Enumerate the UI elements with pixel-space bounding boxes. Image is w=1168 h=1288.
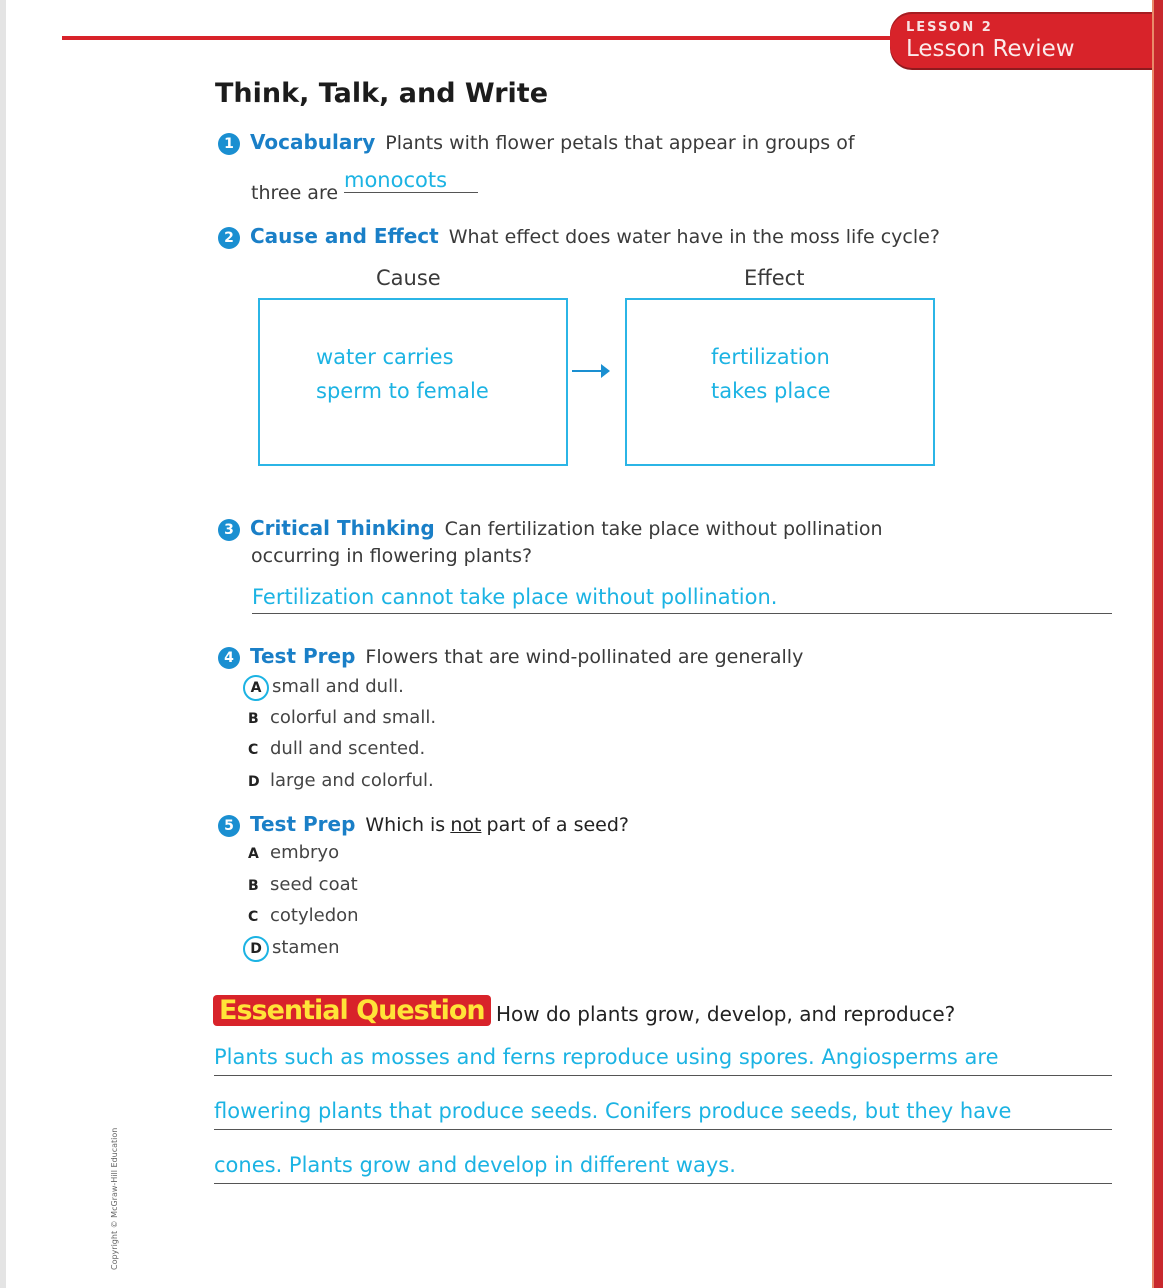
- option-text: dull and scented.: [270, 738, 426, 759]
- question-number: 1: [218, 133, 240, 155]
- question-5: [218, 812, 629, 837]
- question-4-options: [248, 672, 436, 797]
- critical-thinking-answer[interactable]: Fertilization cannot take place without pollination.: [252, 585, 1112, 614]
- essential-answer-line-2[interactable]: flowering plants that produce seeds. Conifers produce seeds, but they have: [214, 1099, 1112, 1130]
- question-1: [218, 130, 855, 155]
- question-keyword: Test Prep: [250, 644, 356, 668]
- option-letter: A: [248, 846, 259, 862]
- option-c[interactable]: [248, 734, 436, 766]
- question-text: Plants with flower petals that appear in groups of: [385, 132, 855, 154]
- option-a[interactable]: [248, 838, 359, 870]
- option-text: cotyledon: [270, 905, 359, 926]
- effect-box[interactable]: [625, 298, 935, 466]
- page-edge: [0, 0, 6, 1288]
- question-3: [218, 516, 883, 541]
- question-text: Can fertilization take place without pollination: [444, 518, 883, 540]
- selected-circle-icon: D: [243, 936, 269, 962]
- vocabulary-answer[interactable]: monocots: [344, 168, 478, 193]
- effect-line: fertilization: [711, 345, 830, 369]
- question-4: [218, 644, 803, 669]
- option-b[interactable]: [248, 870, 359, 902]
- option-c[interactable]: [248, 901, 359, 933]
- option-letter: C: [248, 742, 259, 758]
- option-text: embryo: [270, 842, 340, 863]
- copyright: Copyright © McGraw-Hill Education: [110, 1127, 119, 1270]
- arrow-icon: [572, 370, 608, 372]
- option-d[interactable]: [248, 933, 359, 964]
- option-letter: C: [248, 909, 259, 925]
- question-keyword: Critical Thinking: [250, 516, 435, 540]
- section-title: Think, Talk, and Write: [215, 78, 549, 109]
- effect-line: takes place: [711, 379, 831, 403]
- question-text: What effect does water have in the moss life cycle?: [448, 226, 940, 248]
- question-number: 4: [218, 647, 240, 669]
- question-text: part of a seed?: [486, 814, 629, 836]
- question-5-options: [248, 838, 359, 963]
- effect-answer: [711, 340, 831, 408]
- question-1-line2: three are: [251, 182, 339, 204]
- option-text: small and dull.: [272, 676, 404, 697]
- question-text: Which is: [365, 814, 446, 836]
- question-keyword: Vocabulary: [250, 130, 376, 154]
- selected-circle-icon: A: [243, 675, 269, 701]
- lesson-title: Lesson Review: [906, 36, 1075, 62]
- option-a[interactable]: [248, 672, 436, 703]
- question-keyword: Cause and Effect: [250, 224, 439, 248]
- option-text: large and colorful.: [270, 769, 434, 791]
- page-border: [1152, 0, 1163, 1288]
- essential-question-badge: Essential Question: [213, 995, 491, 1026]
- question-number: 2: [218, 227, 240, 249]
- question-3-line2: occurring in flowering plants?: [251, 545, 533, 567]
- cause-line: water carries: [316, 345, 454, 369]
- cause-box[interactable]: [258, 298, 568, 466]
- cause-answer: [316, 340, 489, 408]
- option-text: stamen: [272, 936, 340, 958]
- essential-answer-line-3[interactable]: cones. Plants grow and develop in different ways.: [214, 1153, 1112, 1184]
- option-letter: B: [248, 710, 259, 727]
- header-rule: [62, 36, 902, 40]
- option-b[interactable]: [248, 703, 436, 735]
- lesson-number: LESSON 2: [906, 20, 993, 35]
- question-keyword: Test Prep: [250, 812, 356, 836]
- essential-question-text: How do plants grow, develop, and reproduce?: [496, 1002, 956, 1026]
- cause-line: sperm to female: [316, 379, 489, 403]
- question-number: 5: [218, 815, 240, 837]
- question-text: Flowers that are wind-pollinated are generally: [365, 646, 804, 668]
- cause-label: Cause: [376, 266, 441, 290]
- option-letter: B: [248, 877, 259, 894]
- option-letter: D: [248, 773, 260, 790]
- question-emphasis: not: [450, 814, 482, 836]
- question-2: [218, 224, 940, 249]
- option-d[interactable]: [248, 766, 436, 798]
- question-number: 3: [218, 519, 240, 541]
- option-text: seed coat: [270, 873, 358, 895]
- option-text: colorful and small.: [270, 706, 437, 728]
- lesson-tab: [890, 12, 1156, 68]
- effect-label: Effect: [744, 266, 805, 290]
- essential-answer-line-1[interactable]: Plants such as mosses and ferns reproduce using spores. Angiosperms are: [214, 1045, 1112, 1076]
